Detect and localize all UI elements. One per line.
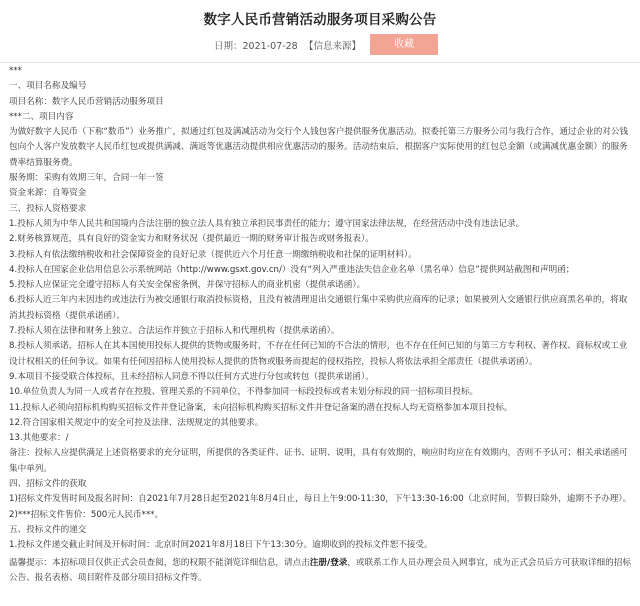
page-title: 数字人民币营销活动服务项目采购公告 bbox=[203, 12, 437, 28]
notice-content bbox=[9, 64, 633, 586]
content-line: 6.投标人近三年内未因违约或违法行为被交通银行取消投标资格，且没有被清理退出交通银行集中采购供应商库的记录；如果被列入交通银行供应商黑名单的，将取消其投标资格（提供承诺函）。 bbox=[9, 295, 628, 321]
meta-row bbox=[0, 34, 640, 56]
content-line: 1.投标人须为中华人民共和国境内合法注册的独立法人具有独立承担民事责任的能力；遵守国家法律法规，在经营活动中没有违法记录。 bbox=[9, 218, 525, 229]
info-source-link[interactable]: 【信息来源】 bbox=[304, 41, 362, 52]
content-line: 备注：投标人应提供满足上述资格要求的充分证明，所提供的各类证件、证书、证明、说明，具有有效期的，响应时均应在有效期内，否则不予认可；相关承诺函可集中单列。 bbox=[9, 448, 628, 474]
content-line: 一、项目名称及编号 bbox=[9, 81, 87, 92]
header-divider bbox=[0, 62, 640, 63]
publish-date: 日期：2021-07-28 bbox=[214, 41, 298, 52]
content-line: 2.财务核算规范，具有良好的资金实力和财务状况（提供最近一期的财务审计报告或财务报表）。 bbox=[9, 234, 374, 245]
content-line: 资金来源：自筹资金 bbox=[9, 188, 87, 199]
content-line: 2)***招标文件售价：500元人民币***。 bbox=[9, 509, 164, 520]
content-line: 为做好数字人民币（下称“数币”）业务推广，拟通过红包及满减活动为交行个人钱包客户提供服务优惠活动。拟委托第三方服务公司与我行合作，通过企业的对公钱包向个人客户发放数字人民币红包或提供满减、满返等优惠活动提供相应优惠活动的服务。活动结束后，根据客户实际使用的红包总金额（或满减优惠金额）的服务费率结算服务费。 bbox=[9, 127, 629, 168]
content-line: 7.投标人须在法律和财务上独立、合法运作并独立于招标人和代理机构（提供承诺函）。 bbox=[9, 326, 340, 337]
content-line: 11.投标人必须向招标机构购买招标文件并登记备案，未向招标机构购买招标文件并登记备案的潜在投标人均无资格参加本项目投标。 bbox=[9, 402, 513, 413]
content-line: 服务期：采购有效期三年，合同一年一签 bbox=[9, 173, 164, 184]
content-line: *** bbox=[9, 66, 22, 76]
content-line: 13.其他要求：/ bbox=[9, 433, 69, 444]
content-line: 8.投标人须承诺，招标人在其本国使用投标人提供的货物或服务时，不存在任何已知的不合法的情形，也不存在任何已知的与第三方专利权、著作权、商标权或工业设计权相关的任何争议。如果有任何因招标人使用投标人提供的货物或服务而提起的侵权指控，投标人将依法承担全部责任（提供承诺函）。 bbox=[9, 341, 628, 367]
notice-prefix: 温馨提示：本招标项目仅供正式会员查阅，您的权限不能浏览详细信息，请点击 bbox=[9, 557, 310, 568]
content-line: 10.单位负责人为同一人或者存在控股、管理关系的不同单位，不得参加同一标段投标或者未划分标段的同一招标项目投标。 bbox=[9, 387, 479, 398]
content-line: 项目名称：数字人民币营销活动服务项目 bbox=[9, 96, 164, 107]
content-line: 五、投标文件的递交 bbox=[9, 524, 87, 535]
content-line: 4.投标人在国家企业信用信息公示系统网站（http://www.gsxt.gov.cn/）没有“列入严重违法失信企业名单（黑名单）信息”提供网站截图和声明函； bbox=[9, 264, 575, 275]
favorite-button[interactable]: 收藏 bbox=[370, 34, 438, 55]
content-line: 1)招标文件发售时间及报名时间：自2021年7月28日起至2021年8月4日止，每日上午9:00-11:30，下午13:30-16:00（北京时间，节假日除外，逾期不予办理）。 bbox=[9, 494, 632, 505]
notice-suffix: ，或联系工作人员办理会员入网事宜，成为正式会员后方可获取详细的招标公告、报名表格、项目附件及部分项目招标文件等。 bbox=[9, 557, 631, 583]
content-line: 9.本项目不接受联合体投标，且未经招标人同意不得以任何方式进行分包或转包（提供承诺函）。 bbox=[9, 371, 374, 382]
content-line: ***二、项目内容 bbox=[9, 111, 74, 122]
content-line: 12.符合国家相关规定中的安全可控及法律、法规规定的其他要求。 bbox=[9, 417, 264, 428]
content-line: 三、投标人资格要求 bbox=[9, 203, 87, 214]
content-line: 3.投标人有依法缴纳税收和社会保障资金的良好记录（提供近六个月任意一期缴纳税收和社保的证明材料）。 bbox=[9, 249, 417, 260]
content-line: 1.投标文件递交截止时间及开标时间：北京时间2021年8月18日下午13:30分。逾期收到的投标文件恕不接受。 bbox=[9, 540, 433, 551]
content-line: 5.投标人应保证完全遵守招标人有关安全保密条例，并保守招标人的商业机密（提供承诺函）。 bbox=[9, 280, 366, 291]
register-login-link[interactable]: 注册/登录 bbox=[309, 557, 348, 568]
content-line: 四、招标文件的获取 bbox=[9, 479, 87, 490]
member-notice bbox=[9, 554, 633, 587]
